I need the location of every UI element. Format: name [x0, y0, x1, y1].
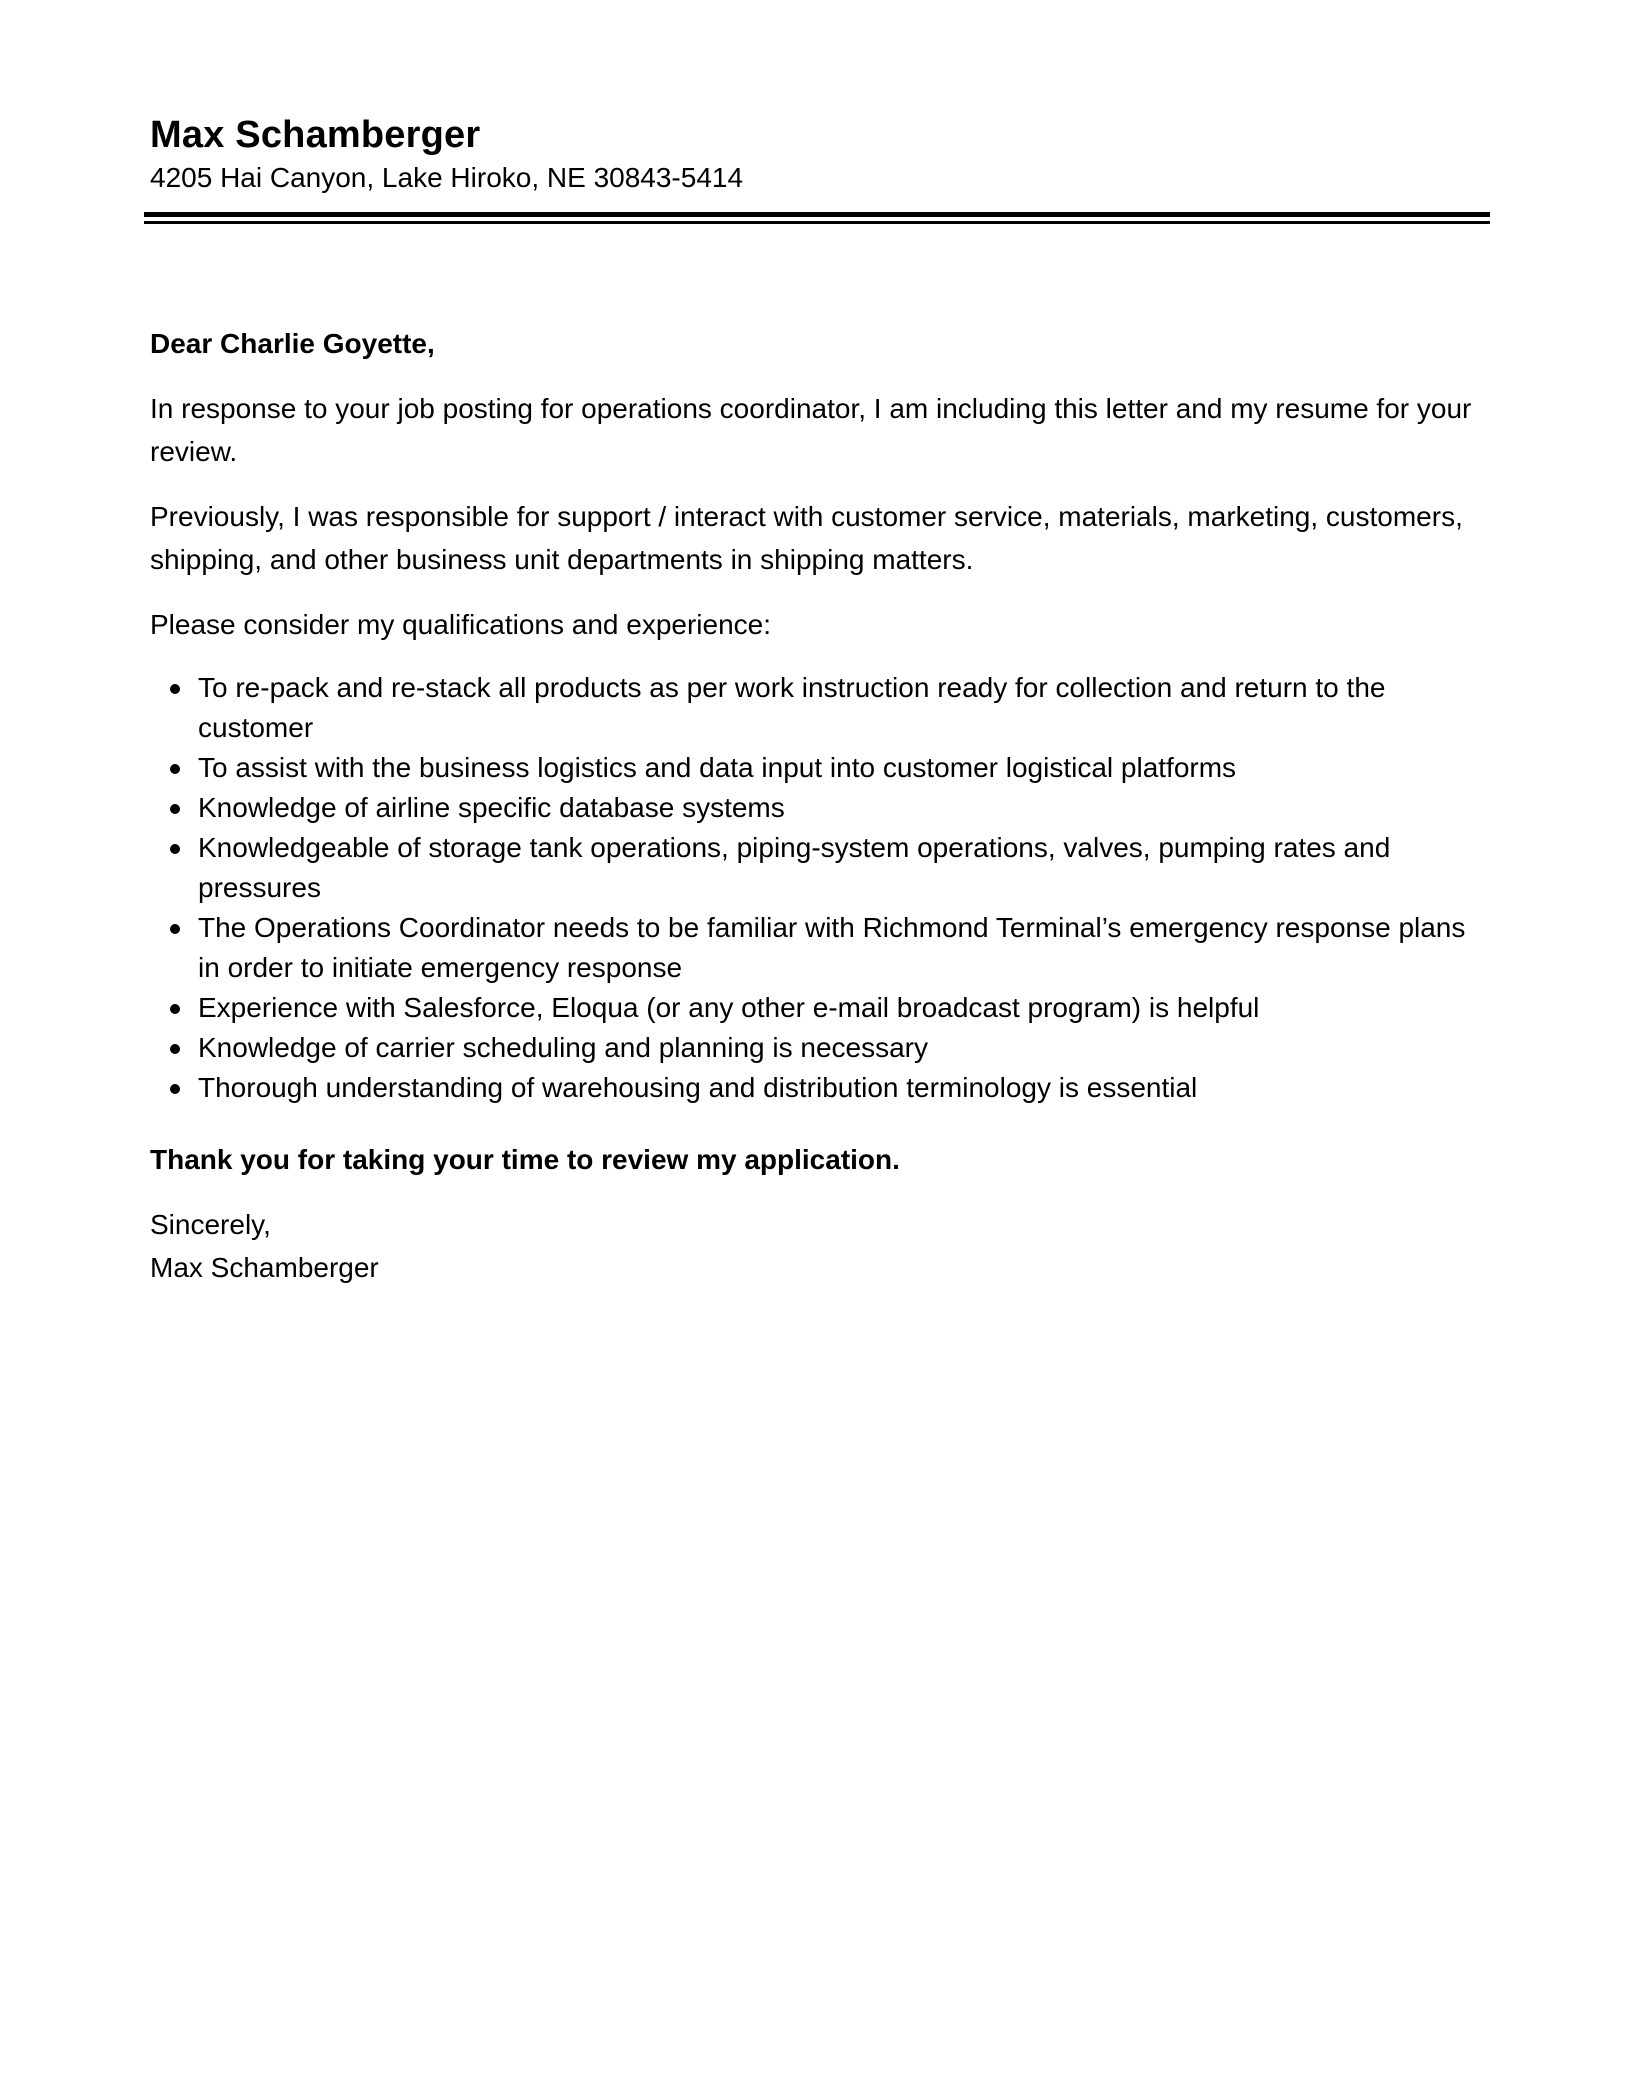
- letter-body: [150, 322, 1490, 1289]
- list-item-text: The Operations Coordinator needs to be familiar with Richmond Terminal’s emergency response plans in order to initiate emergency response: [198, 912, 1466, 983]
- sender-name: Max Schamberger: [150, 114, 481, 156]
- list-item-text: To assist with the business logistics and data input into customer logistical platforms: [198, 752, 1237, 783]
- bullet-icon: [170, 924, 180, 934]
- salutation: Dear Charlie Goyette,: [150, 328, 435, 359]
- list-item: [150, 1028, 1490, 1068]
- list-item-text: Knowledge of carrier scheduling and planning is necessary: [198, 1032, 928, 1063]
- sender-address: 4205 Hai Canyon, Lake Hiroko, NE 30843-5414: [150, 162, 744, 193]
- signature-name: Max Schamberger: [150, 1252, 379, 1283]
- list-item-text: Thorough understanding of warehousing and distribution terminology is essential: [198, 1072, 1198, 1103]
- list-item: [150, 748, 1490, 788]
- paragraph-experience: Previously, I was responsible for support / interact with customer service, materials, marketing, customers, shipping, and other business unit departments in shipping matters.: [150, 501, 1463, 575]
- list-item-text: Experience with Salesforce, Eloqua (or any other e-mail broadcast program) is helpful: [198, 992, 1260, 1023]
- list-item: [150, 1068, 1490, 1108]
- paragraph-intro: In response to your job posting for operations coordinator, I am including this letter and my resume for your review.: [150, 393, 1472, 467]
- bullet-icon: [170, 1044, 180, 1054]
- list-item-text: Knowledge of airline specific database systems: [198, 792, 785, 823]
- list-item: [150, 668, 1490, 748]
- letter-header: [150, 112, 1490, 196]
- list-item: [150, 908, 1490, 988]
- bullet-icon: [170, 804, 180, 814]
- bullet-icon: [170, 844, 180, 854]
- bullet-icon: [170, 684, 180, 694]
- closing: Sincerely,: [150, 1209, 271, 1240]
- header-divider-thin: [144, 221, 1490, 224]
- header-divider-thick: [144, 212, 1490, 217]
- qualifications-list: [150, 668, 1490, 1108]
- list-item: [150, 828, 1490, 908]
- list-item: [150, 988, 1490, 1028]
- list-item: [150, 788, 1490, 828]
- bullet-icon: [170, 764, 180, 774]
- bullet-icon: [170, 1084, 180, 1094]
- list-item-text: To re-pack and re-stack all products as per work instruction ready for collection and return to the customer: [198, 672, 1386, 743]
- list-item-text: Knowledgeable of storage tank operations, piping-system operations, valves, pumping rates and pressures: [198, 832, 1391, 903]
- thank-you-line: Thank you for taking your time to review my application.: [150, 1144, 900, 1175]
- paragraph-qualifications-lead: Please consider my qualifications and experience:: [150, 609, 772, 640]
- bullet-icon: [170, 1004, 180, 1014]
